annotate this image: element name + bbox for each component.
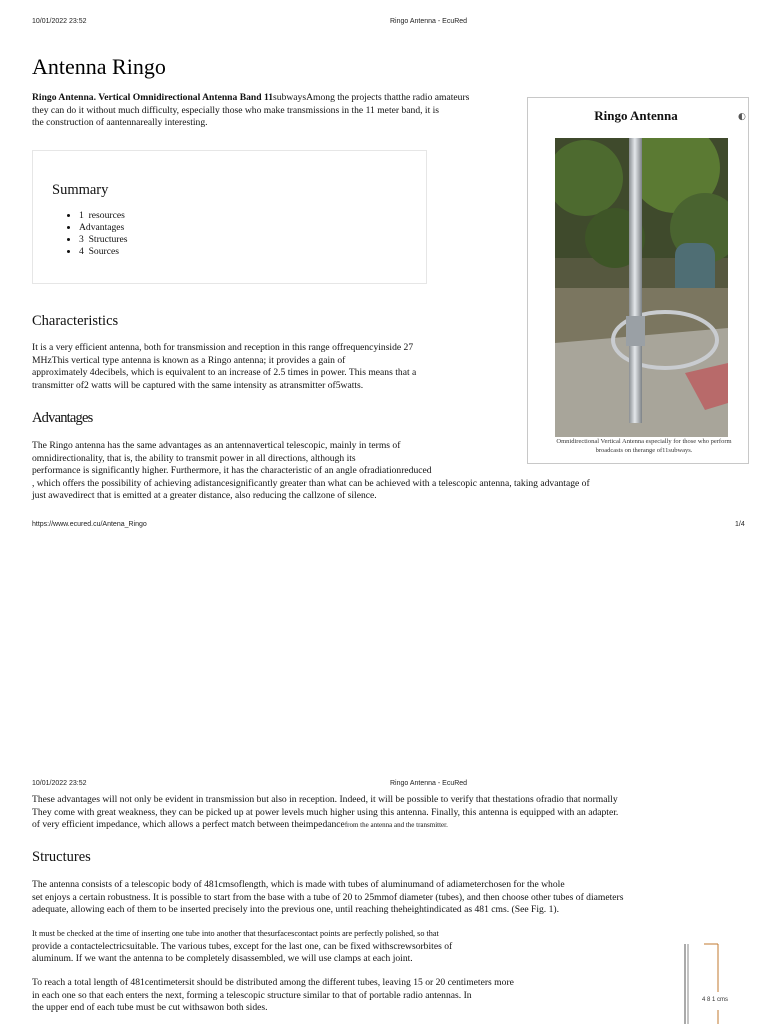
caption-line-2: broadcasts on therange of11subways. xyxy=(595,447,693,454)
toc-item-resources[interactable] xyxy=(79,210,128,222)
table-of-contents xyxy=(32,150,427,284)
text-line: It is a very efficient antenna, both for transmission and reception in this range offrequencyinside 27 xyxy=(32,342,414,353)
text-line: They come with great weakness, they can be picked up at power levels much higher using this antenna. Finally, this antenna is equipped with an adapter. xyxy=(32,806,619,818)
toc-item-label: Sources xyxy=(88,246,119,257)
structures-paragraph-1 xyxy=(32,879,732,917)
text-segment-small: from the antenna and the transmitter. xyxy=(344,821,448,830)
text-line: To reach a total length of 481centimetersit should be distributed among the different tubes, leaving 15 or 20 centimeters more xyxy=(32,977,514,988)
page-title: Antenna Ringo xyxy=(32,54,166,79)
text-line: omnidirectionality, that is, the ability to transmit power in all directions, although its xyxy=(32,452,356,464)
print-header-title: Ringo Antenna - EcuRed xyxy=(390,780,468,787)
text-line: MHzThis vertical type antenna is known as a Ringo antenna; it provides a gain of xyxy=(32,354,346,366)
advantages-paragraph xyxy=(32,440,672,503)
text-line: , which offers the possibility of achieving adistancesignificantly greater than what can be achieved with a telescopic antenna, taking advantage of xyxy=(32,477,590,489)
toc-title: Summary xyxy=(52,182,109,198)
fig1-diagram xyxy=(682,940,742,1024)
intro-bold-lead: Ringo Antenna. Vertical Omnidirectional Antenna Band 11 xyxy=(32,92,274,103)
advantages-heading: Advantages xyxy=(32,410,93,426)
print-header-date: 10/01/2022 23:52 xyxy=(32,780,87,787)
toc-item-label: Advantages xyxy=(79,222,125,233)
infobox-title: Ringo Antenna xyxy=(594,108,678,123)
text-line: transmitter of2 watts will be captured with the same intensity as atransmitter of5watts. xyxy=(32,379,364,391)
toc-item-structures[interactable] xyxy=(79,234,128,246)
antenna-photo xyxy=(555,138,728,437)
text-line: performance is significantly higher. Furthermore, it has the characteristic of an angle ofradiationreduced xyxy=(32,465,432,477)
print-header-title: Ringo Antenna - EcuRed xyxy=(390,18,468,25)
intro-line-2: they can do it without much difficulty, especially those who make transmissions in the 11 meter band, it is xyxy=(32,104,440,116)
text-line: just awavedirect that is emitted at a greater distance, also reducing the callzone of silence. xyxy=(32,490,377,502)
toc-list xyxy=(79,210,128,258)
intro-paragraph xyxy=(32,92,522,130)
print-footer-url: https://www.ecured.cu/Antena_Ringo xyxy=(32,521,147,528)
toc-item-number: 4 xyxy=(79,246,84,257)
structures-paragraph-2 xyxy=(32,928,592,966)
text-line: It must be checked at the time of inserting one tube into another that thesurfacescontact points are perfectly polished, so that xyxy=(32,929,439,938)
text-line: in each one so that each enters the next, forming a telescopic structure similar to that of portable radio antennas. In xyxy=(32,989,472,1001)
infobox-toggle-icon[interactable]: ◐ xyxy=(738,112,746,122)
structures-heading: Structures xyxy=(32,849,91,865)
text-line: approximately 4decibels, which is equivalent to an increase of 2.5 times in power. This means that a xyxy=(32,367,417,379)
print-header-date: 10/01/2022 23:52 xyxy=(32,18,87,25)
text-line: the upper end of each tube must be cut withsawon both sides. xyxy=(32,1002,268,1014)
toc-item-number: 1 xyxy=(79,210,84,221)
text-line: These advantages will not only be evident in transmission but also in reception. Indeed, it will be possible to verify that thestations ofradio that normally xyxy=(32,794,618,805)
toc-item-label: resources xyxy=(88,210,125,221)
antenna-photo-illustration xyxy=(555,138,728,437)
structures-paragraph-3 xyxy=(32,977,592,1015)
text-line: The antenna consists of a telescopic body of 481cmsoflength, which is made with tubes of aluminumand of adiameterchosen for the whole xyxy=(32,879,565,890)
toc-item-sources[interactable] xyxy=(79,246,128,258)
caption-line-1: Omnidirectional Vertical Antenna especially for those who perform xyxy=(556,438,732,445)
toc-item-number: 3 xyxy=(79,234,84,245)
text-line xyxy=(32,819,732,832)
text-line: set enjoys a certain robustness. It is possible to start from the base with a tube of 20 to 25mmof diameter (tubes), and then choose other tubes of diameters xyxy=(32,891,624,903)
advantages-continued-paragraph xyxy=(32,794,732,832)
characteristics-paragraph xyxy=(32,342,502,392)
text-line: adequate, allowing each of them to be inserted precisely into the previous one, until reaching theheightindicated as 481 cms. (See Fig. 1). xyxy=(32,904,559,916)
print-footer-page: 1/4 xyxy=(735,521,745,528)
intro-line-3: the construction of aantennareally interesting. xyxy=(32,117,208,129)
text-line: provide a contactelectricsuitable. The various tubes, except for the last one, can be fixed withscrewsorbites of xyxy=(32,940,453,952)
infobox xyxy=(527,97,749,464)
characteristics-heading: Characteristics xyxy=(32,313,119,329)
text-line: aluminum. If we want the antenna to be completely disassembled, we will use clamps at each joint. xyxy=(32,953,413,965)
toc-item-advantages[interactable] xyxy=(79,222,128,234)
fig1-drawing xyxy=(682,940,742,1024)
page-break-gap xyxy=(0,536,768,776)
toc-item-label: Structures xyxy=(88,234,128,245)
text-line: The Ringo antenna has the same advantages as an antennavertical telescopic, mainly in terms of xyxy=(32,440,401,451)
fig1-length-label: 4 8 1 cms xyxy=(702,997,729,1003)
intro-line-1: subwaysAmong the projects thatthe radio amateurs xyxy=(273,92,470,103)
text-segment: of very efficient impedance, which allows a perfect match between theimpedance xyxy=(32,819,345,831)
